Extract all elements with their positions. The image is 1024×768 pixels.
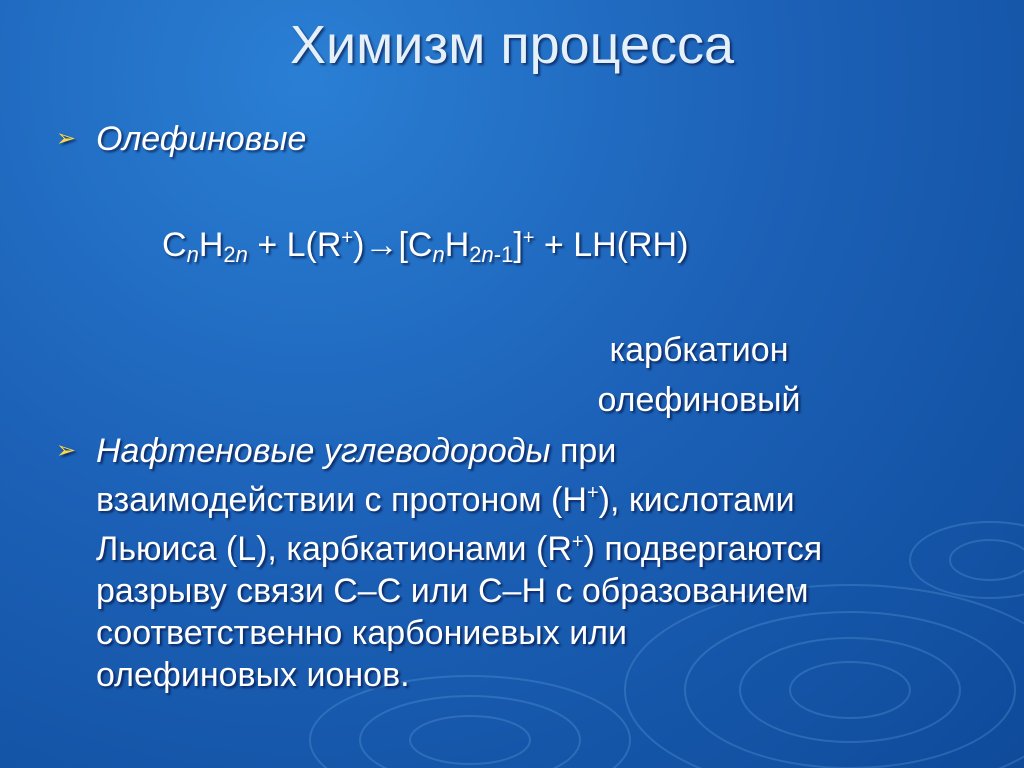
eq-index: n <box>186 242 199 267</box>
eq-products: + LH(RH) <box>534 226 689 264</box>
eq-hydrogen: H <box>198 226 224 264</box>
eq-paren: ) <box>353 226 365 264</box>
eq-charge: + <box>341 227 354 249</box>
eq-hydrogen: H <box>444 226 470 264</box>
eq-carbon: C <box>162 226 187 264</box>
eq-charge: + <box>522 227 535 249</box>
eq-index: 2n <box>223 242 248 267</box>
eq-bracket: [C <box>398 226 433 264</box>
bullet-text: Олефиновые <box>96 120 307 158</box>
bullet-text: Нафтеновые углеводороды при взаимодействии с протоном (Н+), кислотами Льюиса (L), карбкатионами (R+) подвергаются разрыву связи С–С или С–Н с образованием соответственно карбониевых или олефиновых ионов. <box>96 432 823 694</box>
bullet-naphthenes <box>56 430 966 696</box>
note-carbocation: карбкатион <box>609 331 789 369</box>
slide-title: Химизм процесса <box>289 15 735 75</box>
reaction-equation <box>162 226 688 268</box>
eq-arrow-icon: → <box>364 226 399 264</box>
note-olefinic: олефиновый <box>597 381 801 419</box>
bullet-lead: Нафтеновые углеводороды <box>96 432 551 470</box>
arrow-chevron-icon: ➢ <box>56 125 77 152</box>
eq-index: n <box>432 242 445 267</box>
eq-index: 2n-1 <box>469 242 514 267</box>
eq-reagent: + L(R <box>247 226 342 264</box>
eq-bracket: ] <box>513 226 523 264</box>
bullet-olefins <box>56 118 966 160</box>
arrow-chevron-icon: ➢ <box>56 437 77 464</box>
